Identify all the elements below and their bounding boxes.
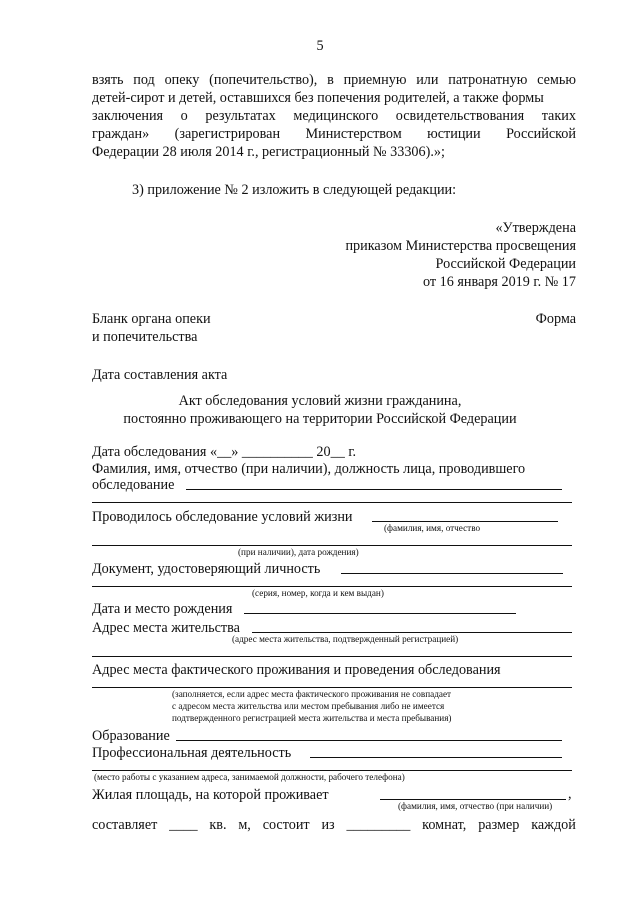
residence-label: Адрес места жительства xyxy=(92,620,240,636)
word: состоит xyxy=(262,817,310,833)
actual-address-label: Адрес места фактического проживания и проведения обследования xyxy=(92,662,501,678)
word: Российской xyxy=(506,126,576,142)
birth-line[interactable] xyxy=(244,613,516,614)
document-line-2[interactable] xyxy=(92,586,572,587)
act-date: Дата составления акта xyxy=(92,367,228,383)
last-line xyxy=(92,817,576,833)
examined-person-line[interactable] xyxy=(372,521,558,522)
word: результатах xyxy=(205,108,276,124)
living-hint: (фамилия, имя, отчество (при наличии) xyxy=(398,801,553,811)
approval-line-1: «Утверждена xyxy=(495,220,576,236)
word: каждой xyxy=(531,817,576,833)
word: освидетельствования xyxy=(395,108,525,124)
approval-line-2: приказом Министерства просвещения xyxy=(345,238,576,254)
education-line[interactable] xyxy=(176,740,562,741)
actual-hint-3: подтвержденного регистрацией места жительства и места пребывания) xyxy=(172,713,452,723)
examiner-line-2[interactable] xyxy=(92,502,572,503)
examiner-label-1: Фамилия, имя, отчество (при наличии), должность лица, проводившего xyxy=(92,461,526,477)
living-space-comma: , xyxy=(568,786,572,802)
act-title-line-1: Акт обследования условий жизни гражданина, xyxy=(178,393,462,409)
word: граждан» xyxy=(92,126,150,142)
act-title-line-2: постоянно проживающего на территории Российской Федерации xyxy=(123,411,517,427)
word: (попечительство), xyxy=(209,72,318,88)
residence-line-2[interactable] xyxy=(92,656,572,657)
living-space-line[interactable] xyxy=(380,799,566,800)
intro-line-2: детей-сирот и детей, оставшихся без попечения родителей, а также формы xyxy=(92,90,544,106)
examiner-label-2: обследование xyxy=(92,477,175,493)
word: заключения xyxy=(92,108,164,124)
profession-hint: (место работы с указанием адреса, занимаемой должности, рабочего телефона) xyxy=(94,772,405,782)
intro-line-4 xyxy=(92,126,576,142)
word: комнат, xyxy=(422,817,467,833)
examiner-line[interactable] xyxy=(186,489,562,490)
page-number: 5 xyxy=(316,38,324,54)
document-label: Документ, удостоверяющий личность xyxy=(92,561,321,577)
word: в xyxy=(327,72,334,88)
intro-line-5: Федерации 28 июля 2014 г., регистрационный № 33306).»; xyxy=(92,144,445,160)
residence-hint: (адрес места жительства, подтвержденный регистрацией) xyxy=(232,634,459,644)
word: патронатную xyxy=(448,72,528,88)
profession-line[interactable] xyxy=(310,757,562,758)
residence-line[interactable] xyxy=(252,632,572,633)
word: под xyxy=(133,72,155,88)
approval-line-3: Российской Федерации xyxy=(435,256,576,272)
item-3: 3) приложение № 2 изложить в следующей редакции: xyxy=(132,182,457,198)
word: медицинского xyxy=(293,108,379,124)
blank[interactable]: _________ xyxy=(346,817,411,833)
word: таких xyxy=(541,108,576,124)
living-space-label: Жилая площадь, на которой проживает xyxy=(92,787,329,803)
word: приемную xyxy=(343,72,407,88)
word: м, xyxy=(238,817,251,833)
word: размер xyxy=(478,817,520,833)
examined-person-label: Проводилось обследование условий жизни xyxy=(92,509,353,525)
intro-line-3 xyxy=(92,108,576,124)
word: опеку xyxy=(164,72,200,88)
examined-hint-1: (фамилия, имя, отчество xyxy=(384,523,481,533)
blank[interactable]: ____ xyxy=(169,817,198,833)
profession-label: Профессиональная деятельность xyxy=(92,745,292,761)
word: (зарегистрирован xyxy=(174,126,281,142)
education-label: Образование xyxy=(92,728,170,744)
word: семью xyxy=(537,72,576,88)
form-label: Форма xyxy=(535,311,576,327)
word: взять xyxy=(92,72,124,88)
birth-label: Дата и место рождения xyxy=(92,601,233,617)
word: составляет xyxy=(92,817,158,833)
word: или xyxy=(416,72,439,88)
examined-person-line-2[interactable] xyxy=(92,545,572,546)
approval-line-4: от 16 января 2019 г. № 17 xyxy=(423,274,576,290)
intro-line-1 xyxy=(92,72,576,88)
word: кв. xyxy=(209,817,227,833)
actual-hint-2: с адресом места жительства или местом пребывания либо не имеется xyxy=(172,701,445,711)
actual-hint-1: (заполняется, если адрес места фактического проживания не совпадает xyxy=(172,689,452,699)
word: юстиции xyxy=(427,126,481,142)
document-line[interactable] xyxy=(341,573,563,574)
word: о xyxy=(180,108,188,124)
document-hint: (серия, номер, когда и кем выдан) xyxy=(252,588,384,598)
blank-line-2: и попечительства xyxy=(92,329,198,345)
actual-address-line[interactable] xyxy=(92,687,572,688)
examined-hint-2: (при наличии), дата рождения) xyxy=(238,547,359,557)
exam-date-field: Дата обследования «__» __________ 20__ г. xyxy=(92,444,357,460)
word: из xyxy=(321,817,335,833)
profession-line-2[interactable] xyxy=(92,770,572,771)
blank-line-1: Бланк органа опеки xyxy=(92,311,211,327)
word: Министерством xyxy=(305,126,402,142)
